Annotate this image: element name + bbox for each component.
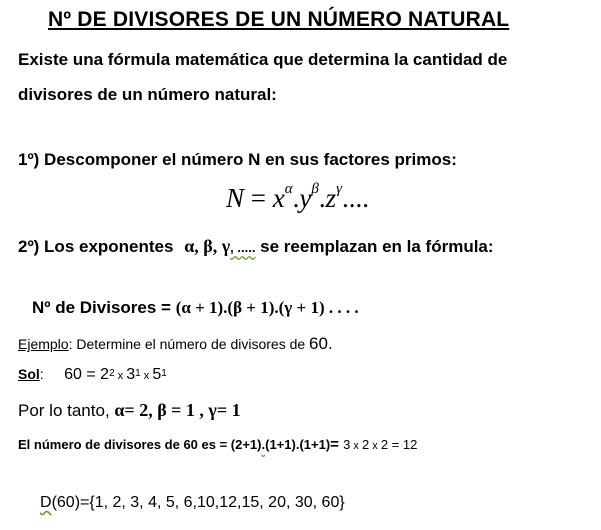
result-wavy-dot: .	[261, 437, 266, 452]
example-label: Ejemplo	[18, 336, 69, 352]
step-2-suffix: se reemplazan en la fórmula:	[255, 237, 494, 256]
divisor-set-values: (60)={1, 2, 3, 4, 5, 6,10,12,15, 20, 30, 60}	[51, 494, 345, 511]
result-times-2: x	[369, 440, 381, 452]
formula-N: N	[226, 183, 245, 213]
step-2-ellipsis: , .....	[230, 240, 256, 255]
prime-factorization-formula	[226, 183, 369, 214]
result-total: = 12	[388, 437, 418, 452]
step-2-greek: α, β, γ	[184, 236, 231, 256]
divisors-formula-label: Nº de Divisores =	[32, 298, 176, 317]
solution-times-2: x	[140, 370, 153, 382]
result-equals: =	[330, 436, 344, 453]
divisor-set-D: D	[40, 494, 52, 511]
formula-dot-1: .	[292, 183, 300, 213]
result-factor-c: 2	[380, 437, 389, 452]
intro-line-2: divisores de un número natural:	[18, 85, 277, 104]
formula-x: x	[272, 183, 285, 213]
solution-colon: :	[39, 366, 44, 382]
solution-exp-3: 1	[161, 368, 167, 379]
result-factor-b: 2	[361, 437, 370, 452]
solution-times-1: x	[114, 370, 127, 382]
example-text: : Determine el número de divisores de	[68, 336, 310, 352]
solution-lhs: 60 = 2	[64, 366, 110, 383]
page-title: Nº DE DIVISORES DE UN NÚMERO NATURAL	[48, 8, 510, 31]
therefore-line	[18, 400, 241, 421]
result-times-1: x	[350, 440, 362, 452]
example-line	[18, 334, 333, 354]
solution-exp-2: 1	[135, 368, 141, 379]
formula-equals: =	[244, 183, 273, 213]
formula-z: z	[325, 183, 337, 213]
divisors-formula	[32, 298, 359, 318]
solution-exp-1: 2	[109, 368, 115, 379]
step-2-prefix: 2º) Los exponentes	[18, 237, 174, 256]
therefore-text: Por lo tanto,	[18, 401, 115, 420]
divisors-formula-expression: (α + 1).(β + 1).(γ + 1) . . . .	[175, 298, 359, 317]
result-middle: (1+1).(1+1)	[265, 437, 331, 452]
step-2-text	[18, 236, 494, 257]
therefore-values: α= 2, β = 1 , γ= 1	[114, 400, 241, 420]
formula-dot-2: .	[318, 183, 326, 213]
formula-beta: β	[311, 181, 319, 197]
divisor-set-line	[40, 494, 345, 512]
step-1-text: 1º) Descomponer el número N en sus factores primos:	[18, 150, 457, 169]
solution-label: Sol	[18, 366, 40, 382]
solution-line	[18, 366, 167, 384]
example-number: 60.	[309, 334, 333, 353]
formula-alpha: α	[284, 181, 293, 197]
solution-base-2: 3	[126, 366, 136, 383]
intro-line-1: Existe una fórmula matemática que determina la cantidad de	[18, 50, 508, 69]
formula-ellipsis: ....	[342, 183, 370, 213]
result-factor-a: 3	[343, 437, 351, 452]
formula-y: y	[299, 183, 312, 213]
result-line	[18, 436, 417, 453]
result-prefix: El número de divisores de 60 es = (2+1)	[18, 437, 262, 452]
solution-base-3: 5	[152, 366, 162, 383]
formula-gamma: γ	[336, 181, 343, 197]
